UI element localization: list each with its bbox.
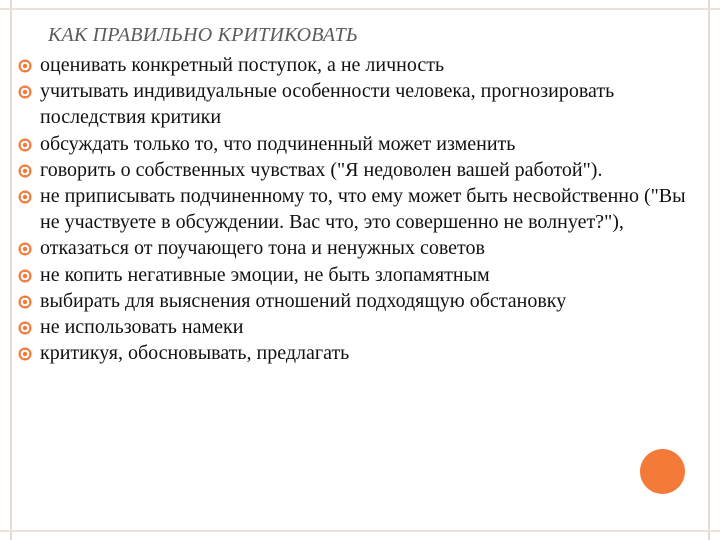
- bullet-text-3: обсуждать только то, что подчиненный может изменить: [40, 132, 516, 155]
- sun-flower-icon: [18, 138, 32, 152]
- sun-flower-icon: [18, 59, 32, 73]
- frame-line-bottom: [0, 530, 720, 532]
- bullet-item-2: [18, 78, 702, 130]
- frame-line-right: [708, 0, 710, 540]
- sun-flower-icon: [18, 269, 32, 283]
- bullet-item-5: [18, 183, 702, 235]
- bullet-item-9: [18, 314, 702, 340]
- bullet-text-6: отказаться от поучающего тона и ненужных советов: [40, 237, 485, 260]
- bullet-text-10: критикуя, обосновывать, предлагать: [40, 342, 350, 365]
- sun-flower-icon: [18, 85, 32, 99]
- bullet-text-1: оценивать конкретный поступок, а не личность: [40, 54, 445, 76]
- bullet-item-6: [18, 235, 702, 261]
- sun-flower-icon: [18, 190, 32, 204]
- bullet-item-10: [18, 340, 702, 366]
- orange-circle-decoration: [640, 449, 685, 494]
- bullet-item-8: [18, 288, 702, 314]
- bullet-text-8: выбирать для выяснения отношений подходящую обстановку: [40, 289, 567, 312]
- bullet-text-9: не использовать намеки: [40, 316, 244, 339]
- bullet-list: [18, 52, 702, 366]
- bullet-text-5: не приписывать подчиненному то, что ему может быть несвойственно ("Вы не участвуете в обсуждении. Вас что, это совершенно не волнует?"),: [40, 185, 686, 234]
- bullet-item-3: [18, 131, 702, 157]
- sun-flower-icon: [18, 164, 32, 178]
- bullet-text-7: не копить негативные эмоции, не быть злопамятным: [40, 263, 490, 286]
- frame-line-top: [0, 8, 720, 10]
- frame-line-left: [10, 0, 12, 540]
- sun-flower-icon: [18, 242, 32, 256]
- bullet-item-4: [18, 157, 702, 183]
- bullet-item-1: [18, 52, 702, 78]
- sun-flower-icon: [18, 295, 32, 309]
- slide-title: [48, 24, 358, 47]
- bullet-text-4: говорить о собственных чувствах ("Я недоволен вашей работой").: [40, 158, 603, 181]
- bullet-text-2: учитывать индивидуальные особенности человека, прогнозировать последствия критики: [40, 80, 615, 129]
- sun-flower-icon: [18, 321, 32, 335]
- slide-title-text: КАК ПРАВИЛЬНО КРИТИКОВАТЬ: [48, 24, 358, 46]
- bullet-item-7: [18, 262, 702, 288]
- sun-flower-icon: [18, 347, 32, 361]
